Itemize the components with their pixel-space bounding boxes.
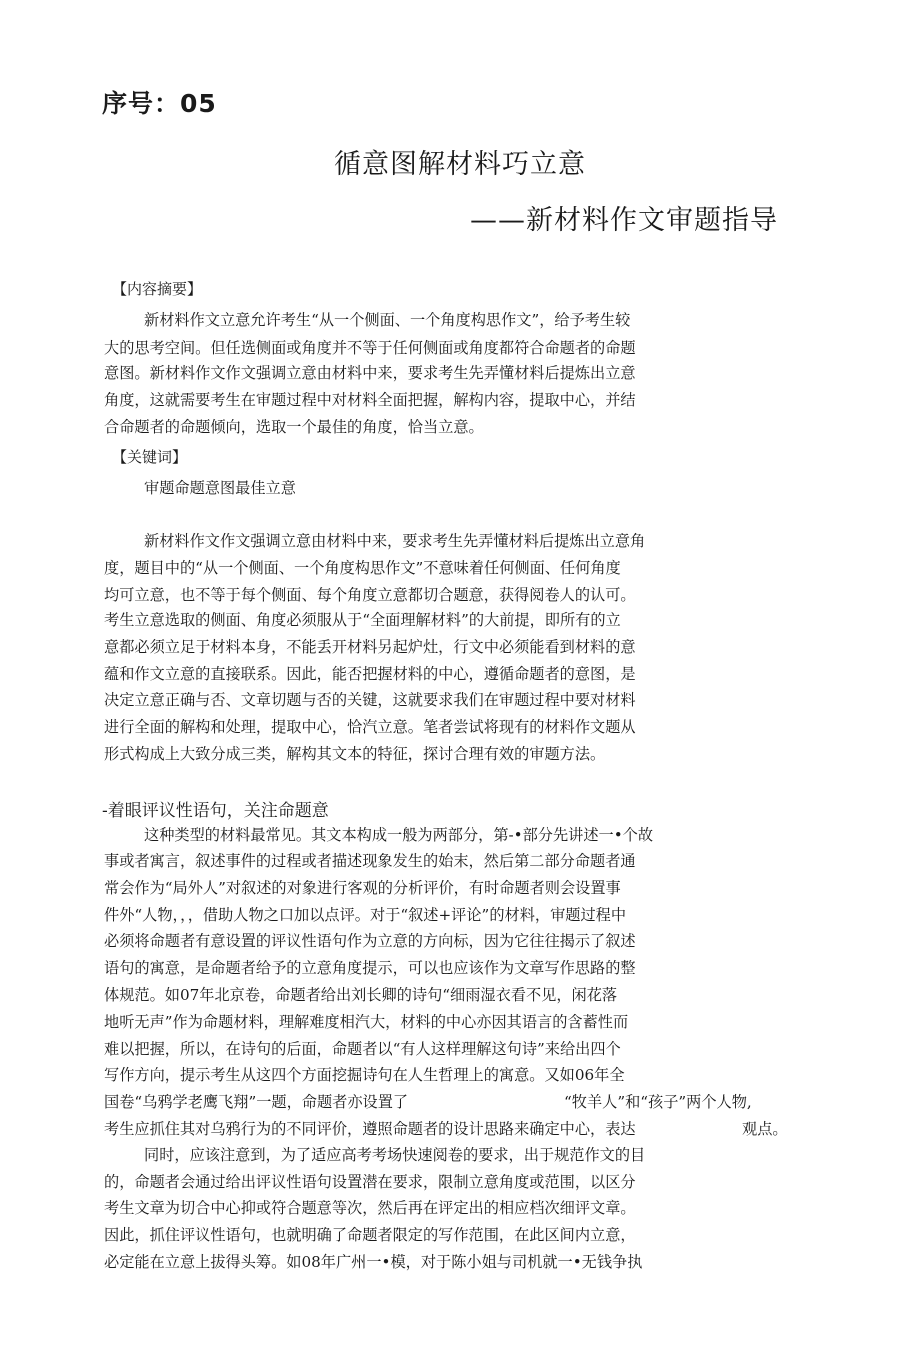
section-line: 事或者寓言，叙述事件的过程或者描述现象发生的始末，然后第二部分命题者通 <box>104 852 636 870</box>
section-heading: -着眼评议性语句，关注命题意 <box>102 801 329 821</box>
section-line: 这种类型的材料最常见。其文本构成一般为两部分，第-•部分先讲述一•个故 <box>144 826 654 844</box>
section-line: 语句的寓意，是命题者给予的立意角度提示，可以也应该作为文章写作思路的整 <box>104 959 636 977</box>
abstract-line: 意图。新材料作文作文强调立意由材料中来，要求考生先弄懂材料后提炼出立意 <box>104 364 636 382</box>
abstract-line: 角度，这就需要考生在审题过程中对材料全面把握，解构内容，提取中心，并结 <box>104 391 636 409</box>
section-line: 观点。 <box>742 1120 788 1138</box>
section-line: 写作方向，提示考生从这四个方面挖掘诗句在人生哲理上的寓意。又如06年全 <box>104 1066 625 1084</box>
intro-line: 进行全面的解构和处理，提取中心，恰汽立意。笔者尝试将现有的材料作文题从 <box>104 718 636 736</box>
section-line: 体规范。如07年北京卷，命题者给出刘长卿的诗句“细雨湿衣看不见，闲花落 <box>104 986 618 1004</box>
section-line: 考生文章为切合中心抑或符合题意等次，然后再在评定出的相应档次细评文章。 <box>104 1199 636 1217</box>
section-line: 同时，应该注意到，为了适应高考考场快速阅卷的要求，出于规范作文的目 <box>144 1146 646 1164</box>
intro-line: 形式构成上大致分成三类，解构其文本的特征，探讨合理有效的审题方法。 <box>104 745 606 763</box>
abstract-line: 大的思考空间。但任选侧面或角度并不等于任何侧面或角度都符合命题者的命题 <box>104 339 636 357</box>
intro-line: 决定立意正确与否、文章切题与否的关键，这就要求我们在审题过程中要对材料 <box>104 691 636 709</box>
intro-line: 蕴和作文立意的直接联系。因此，能否把握材料的中心，遵循命题者的意图，是 <box>104 665 636 683</box>
abstract-line: 合命题者的命题倾向，选取一个最佳的角度，恰当立意。 <box>104 418 484 436</box>
intro-line: 度，题目中的“从一个侧面、一个角度构思作文”不意味着任何侧面、任何角度 <box>104 559 621 577</box>
section-line: 的，命题者会通过给出评议性语句设置潜在要求，限制立意角度或范围，以区分 <box>104 1173 636 1191</box>
keywords-text: 审题命题意图最佳立意 <box>144 479 296 497</box>
section-line: 地听无声”作为命题材料，理解难度相汽大，材料的中心亦因其语言的含蓄性而 <box>104 1013 629 1031</box>
section-line: 难以把握，所以，在诗句的后面，命题者以“有人这样理解这句诗”来给出四个 <box>104 1040 621 1058</box>
abstract-line: 新材料作文立意允许考生“从一个侧面、一个角度构思作文”，给予考生较 <box>144 311 631 329</box>
section-line: 件外“人物，，，借助人物之口加以点评。对于“叙述+评论”的材料，审题过程中 <box>104 906 627 924</box>
intro-line: 新材料作文作文强调立意由材料中来，要求考生先弄懂材料后提炼出立意角 <box>144 532 646 550</box>
serial-number: 序号：05 <box>102 89 217 118</box>
section-line: 因此，抓住评议性语句，也就明确了命题者限定的写作范围，在此区间内立意， <box>104 1226 636 1244</box>
abstract-label: 【内容摘要】 <box>112 280 203 298</box>
section-line: 必须将命题者有意设置的评议性语句作为立意的方向标，因为它往往揭示了叙述 <box>104 932 636 950</box>
intro-line: 意都必须立足于材料本身，不能丢开材料另起炉灶，行文中必须能看到材料的意 <box>104 638 636 656</box>
page-title: 循意图解材料巧立意 <box>334 149 586 180</box>
intro-line: 均可立意，也不等于每个侧面、每个角度立意都切合题意，获得阅卷人的认可。 <box>104 586 636 604</box>
section-line: “牧羊人”和“孩子”两个人物, <box>564 1093 752 1111</box>
keywords-label: 【关键词】 <box>112 448 188 466</box>
section-line: 常会作为“局外人”对叙述的对象进行客观的分析评价，有时命题者则会设置事 <box>104 879 621 897</box>
page-subtitle: ——新材料作文审题指导 <box>470 205 778 236</box>
section-line: 考生应抓住其对乌鸦行为的不同评价，遵照命题者的设计思路来确定中心，表达 <box>104 1120 636 1138</box>
section-line: 国卷“乌鸦学老鹰飞翔”一题，命题者亦设置了 <box>104 1093 409 1111</box>
section-line: 必定能在立意上拔得头筹。如08年广州一•模，对于陈小姐与司机就一•无钱争执 <box>104 1253 643 1271</box>
intro-line: 考生立意选取的侧面、角度必须服从于“全面理解材料”的大前提，即所有的立 <box>104 611 621 629</box>
